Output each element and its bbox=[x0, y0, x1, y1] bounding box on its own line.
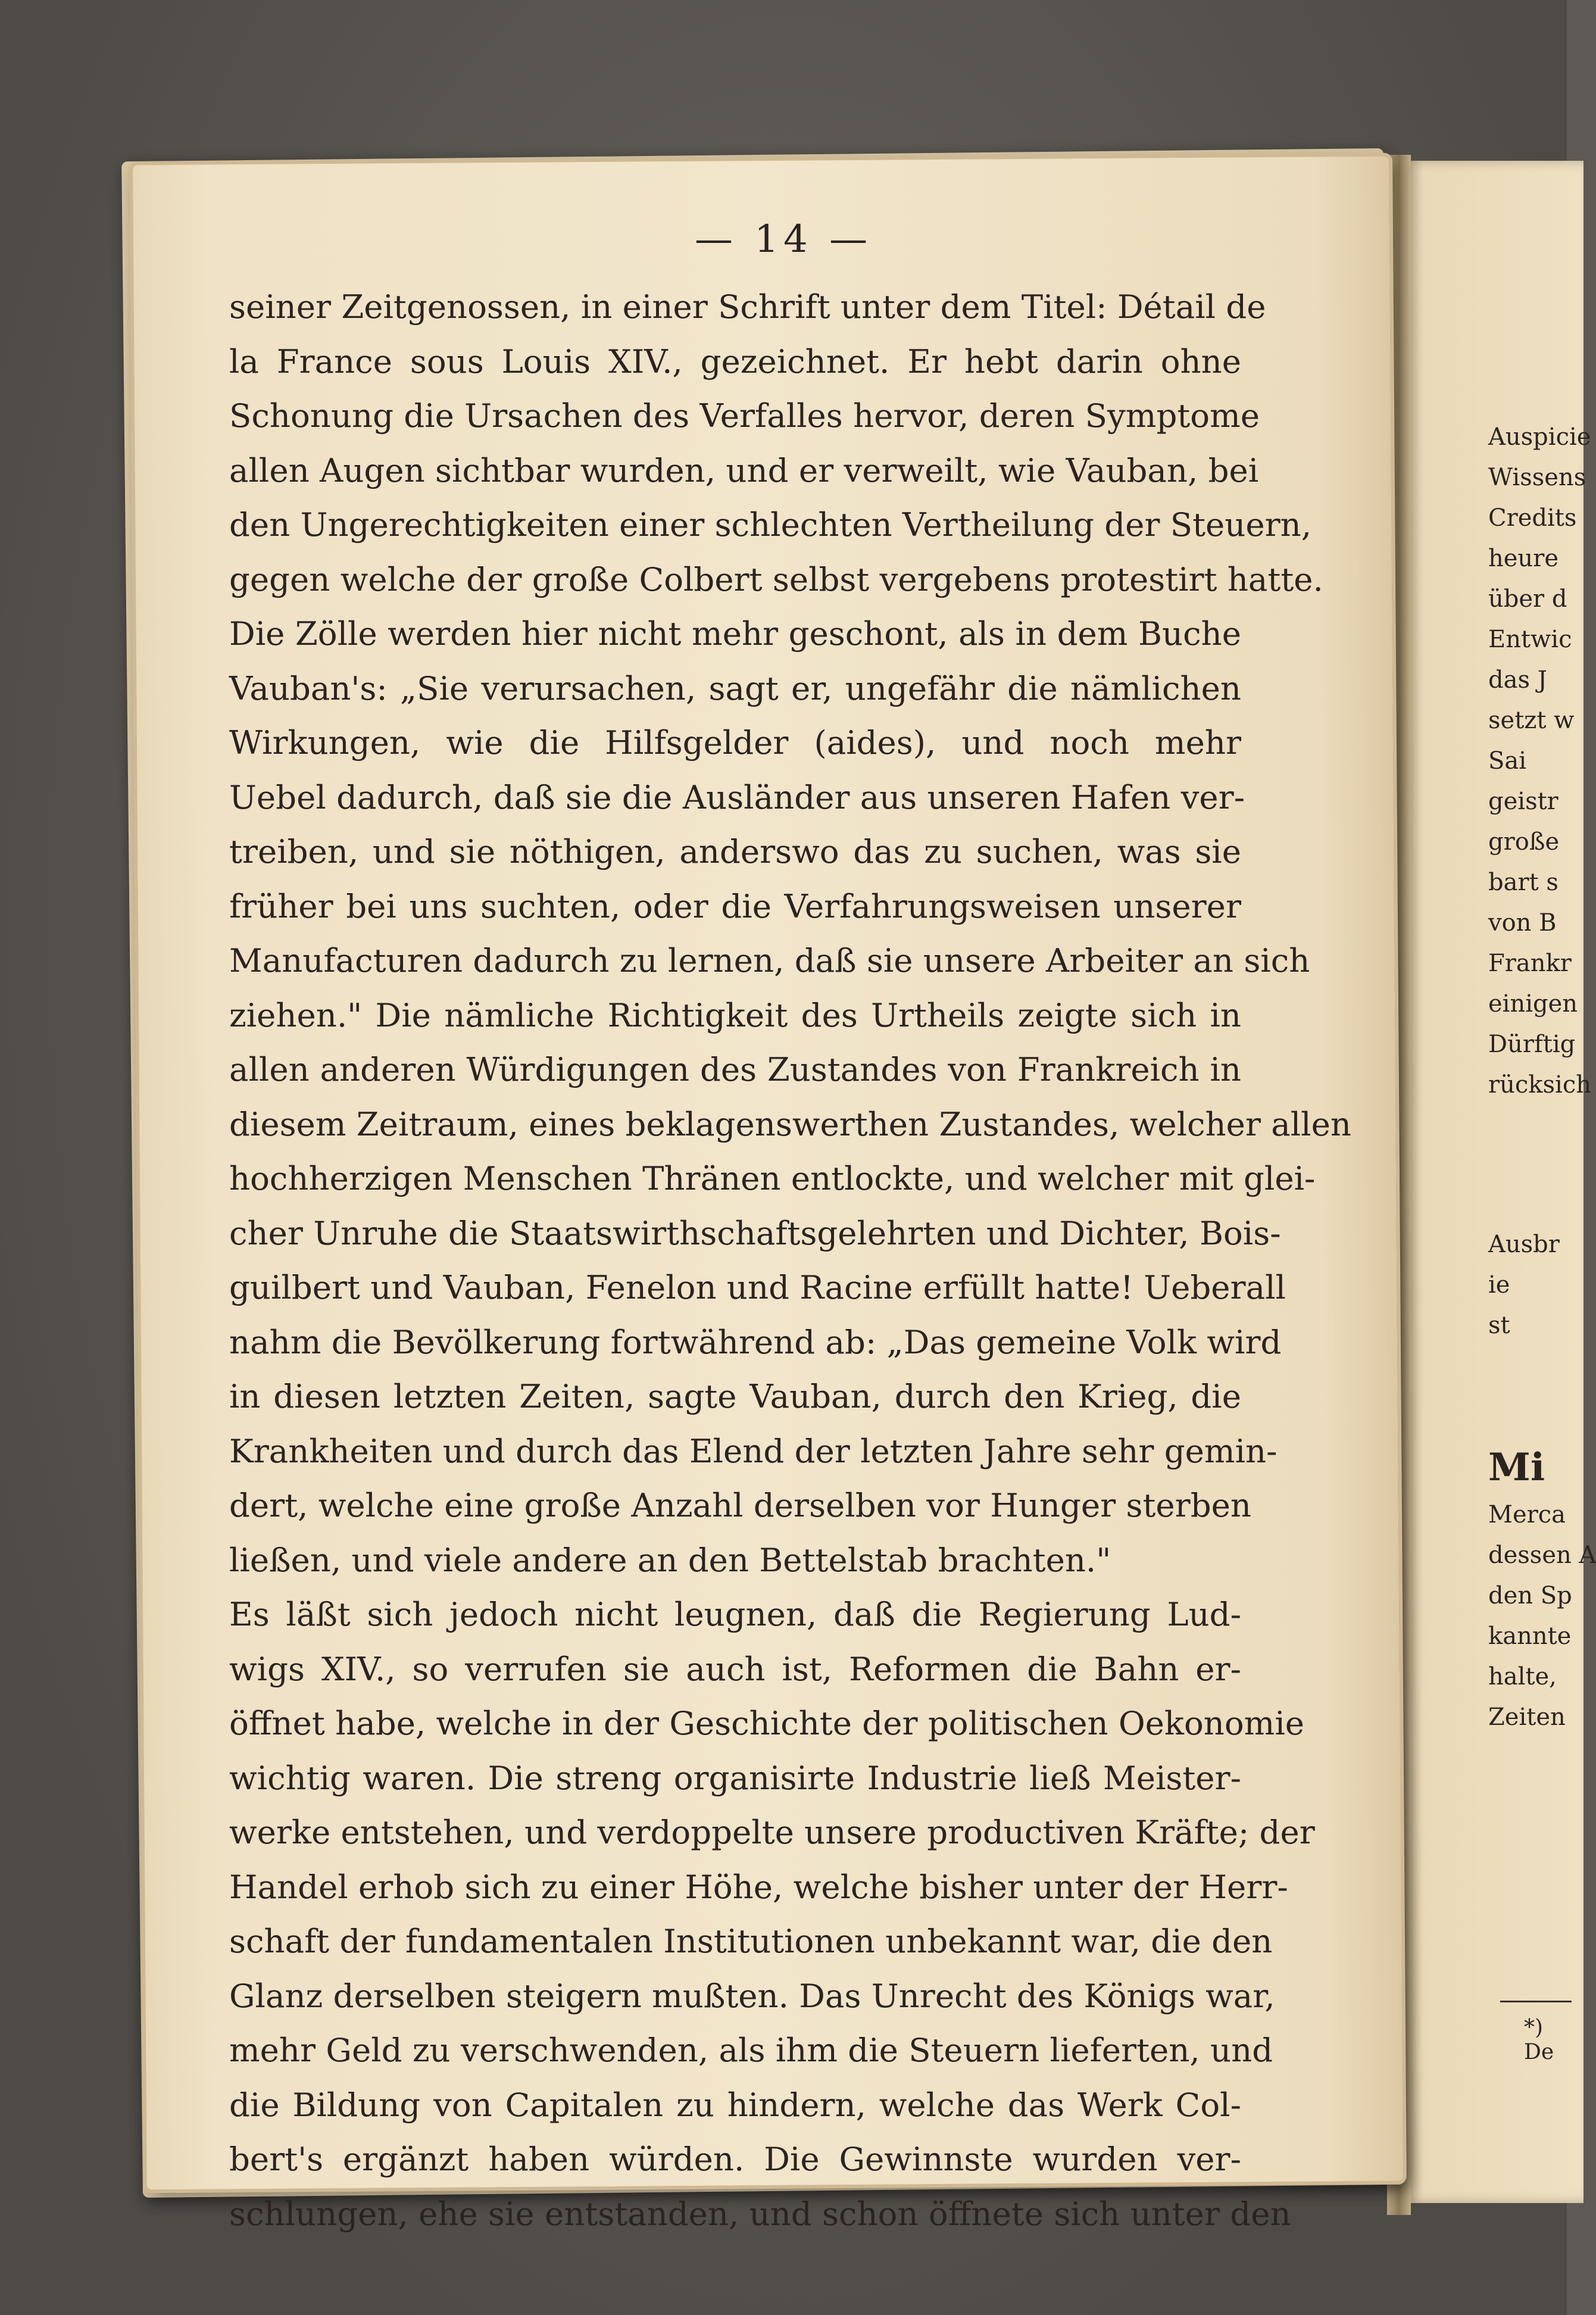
text-line: Glanz derselben steigern mußten. Das Unrecht des Königs war, bbox=[229, 1976, 1275, 2015]
text-line: gegen welche der große Colbert selbst vergebens protestirt hatte. bbox=[229, 560, 1323, 598]
next-page-fragment: heure bbox=[1488, 545, 1558, 572]
next-page-fragment: geistr bbox=[1488, 788, 1558, 815]
text-line: treiben, und sie nöthigen, anderswo das zu suchen, was sie bbox=[229, 832, 1241, 871]
next-page-fragment: über d bbox=[1488, 585, 1567, 613]
spacer bbox=[1488, 1105, 1572, 1129]
text-line: hochherzigen Menschen Thränen entlockte, und welcher mit glei- bbox=[229, 1159, 1316, 1197]
next-page-fragment: Dürftig bbox=[1488, 1031, 1576, 1058]
text-line: nahm die Bevölkerung fortwährend ab: „Das gemeine Volk wird bbox=[229, 1322, 1282, 1361]
text-line: schlungen, ehe sie entstanden, und schon öffnete sich unter den bbox=[229, 2194, 1291, 2233]
text-line: in diesen letzten Zeiten, sagte Vauban, durch den Krieg, die bbox=[229, 1377, 1241, 1415]
text-line: werke entstehen, und verdoppelte unsere productiven Kräfte; der bbox=[229, 1813, 1315, 1851]
next-page-fragment: Merca bbox=[1488, 1501, 1566, 1528]
next-page-fragment: bart s bbox=[1488, 869, 1558, 896]
text-line: diesem Zeitraum, eines beklagenswerthen Zustandes, welcher allen bbox=[229, 1105, 1351, 1143]
next-page-fragment: das J bbox=[1488, 666, 1547, 694]
footnote-rule bbox=[1500, 2001, 1572, 2002]
next-page-fragment: rücksich bbox=[1488, 1071, 1592, 1099]
text-line: seiner Zeitgenossen, in einer Schrift unter dem Titel: Détail de bbox=[229, 288, 1266, 326]
text-line: mehr Geld zu verschwenden, als ihm die Steuern lieferten, und bbox=[229, 2031, 1273, 2069]
text-line: cher Unruhe die Staatswirthschaftsgelehrten und Dichter, Bois- bbox=[229, 1213, 1281, 1252]
text-line: ließen, und viele andere an den Bettelstab brachten." bbox=[229, 1540, 1111, 1579]
next-page-fragment: Wissens bbox=[1488, 464, 1586, 491]
text-line: öffnet habe, welche in der Geschichte der politischen Oekonomie bbox=[229, 1704, 1305, 1742]
spacer bbox=[1488, 1129, 1572, 1153]
next-page-fragment: Auspicie bbox=[1488, 423, 1591, 451]
text-line: Wirkungen, wie die Hilfsgelder (aides), und noch mehr bbox=[229, 723, 1241, 762]
text-line: den Ungerechtigkeiten einer schlechten Vertheilung der Steuern, bbox=[229, 506, 1312, 544]
text-line: la France sous Louis XIV., gezeichnet. Er hebt darin ohne bbox=[229, 342, 1241, 380]
next-page-fragment: einigen bbox=[1488, 990, 1578, 1018]
spacer bbox=[1488, 1369, 1572, 1393]
text-line: guilbert und Vauban, Fenelon und Racine erfüllt hatte! Ueberall bbox=[229, 1268, 1286, 1306]
text-line: allen anderen Würdigungen des Zustandes von Frankreich in bbox=[229, 1050, 1241, 1088]
next-page-fragment: Ausbr bbox=[1488, 1231, 1560, 1258]
text-line: Krankheiten und durch das Elend der letzten Jahre sehr gemin- bbox=[229, 1431, 1278, 1470]
text-line: Schonung die Ursachen des Verfalles hervor, deren Symptome bbox=[229, 397, 1260, 435]
next-page-fragment: dessen A bbox=[1488, 1542, 1596, 1569]
text-line: Vauban's: „Sie verursachen, sagt er, ungefähr die nämlichen bbox=[229, 669, 1241, 707]
next-page-fragment: den Sp bbox=[1488, 1582, 1572, 1609]
next-page-fragment: Sai bbox=[1488, 747, 1527, 775]
spacer bbox=[1488, 1417, 1572, 1441]
spacer bbox=[1488, 1393, 1572, 1417]
text-line: dert, welche eine große Anzahl derselben vor Hunger sterben bbox=[229, 1486, 1251, 1524]
text-line: Manufacturen dadurch zu lernen, daß sie unsere Arbeiter an sich bbox=[229, 941, 1310, 979]
next-page-fragment: Mi bbox=[1488, 1445, 1545, 1490]
spacer bbox=[1488, 1177, 1572, 1200]
next-page-fragment: halte, bbox=[1488, 1663, 1557, 1690]
next-page-fragment: st bbox=[1488, 1312, 1510, 1339]
text-line: Die Zölle werden hier nicht mehr geschont, als in dem Buche bbox=[229, 614, 1241, 653]
text-line: wigs XIV., so verrufen sie auch ist, Reformen die Bahn er- bbox=[229, 1649, 1241, 1688]
next-page-fragment: setzt w bbox=[1488, 707, 1575, 734]
body-text bbox=[229, 280, 1351, 2241]
next-page-fragment: große bbox=[1488, 828, 1560, 856]
next-page-fragment: kannte bbox=[1488, 1623, 1572, 1650]
next-page-footnote: *) De bbox=[1524, 2016, 1554, 2064]
page-number: — 14 — bbox=[694, 217, 873, 261]
text-line: Es läßt sich jedoch nicht leugnen, daß die Regierung Lud- bbox=[229, 1595, 1241, 1633]
next-page-fragment: Credits bbox=[1488, 504, 1577, 532]
text-line: wichtig waren. Die streng organisirte Industrie ließ Meister- bbox=[229, 1758, 1241, 1797]
spacer bbox=[1488, 1200, 1572, 1224]
next-page-fragment: ie bbox=[1488, 1271, 1510, 1299]
text-line: früher bei uns suchten, oder die Verfahrungsweisen unserer bbox=[229, 887, 1241, 925]
next-page-fragment: von B bbox=[1488, 909, 1557, 937]
next-page-fragment: Frankr bbox=[1488, 950, 1572, 977]
text-line: allen Augen sichtbar wurden, und er verweilt, wie Vauban, bei bbox=[229, 451, 1259, 489]
spacer bbox=[1488, 1346, 1572, 1369]
spacer bbox=[1488, 1153, 1572, 1177]
text-line: Handel erhob sich zu einer Höhe, welche bisher unter der Herr- bbox=[229, 1867, 1288, 1906]
next-page-fragment: Entwic bbox=[1488, 626, 1572, 653]
text-line: schaft der fundamentalen Institutionen unbekannt war, die den bbox=[229, 1922, 1273, 1960]
next-page-fragment: Zeiten bbox=[1488, 1704, 1566, 1731]
text-line: bert's ergänzt haben würden. Die Gewinnste wurden ver- bbox=[229, 2140, 1241, 2178]
text-line: ziehen." Die nämliche Richtigkeit des Urtheils zeigte sich in bbox=[229, 996, 1241, 1034]
text-line: Uebel dadurch, daß sie die Ausländer aus unseren Hafen ver- bbox=[229, 778, 1245, 816]
next-page-text bbox=[1488, 417, 1596, 1737]
text-line: die Bildung von Capitalen zu hindern, welche das Werk Col- bbox=[229, 2085, 1241, 2124]
